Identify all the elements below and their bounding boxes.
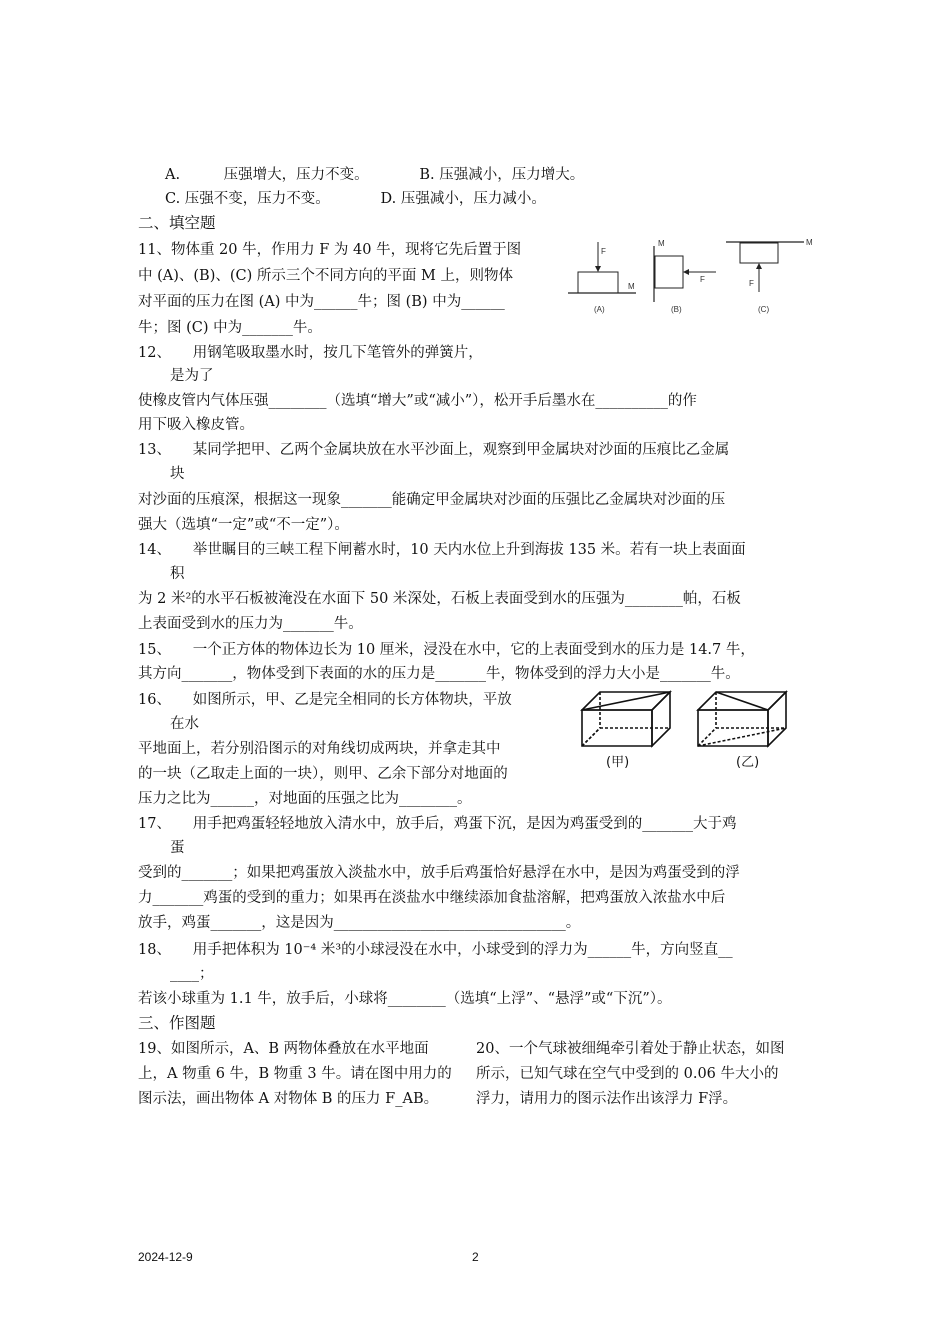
line-q17c: 受到的_______；如果把鸡蛋放入淡盐水中，放手后鸡蛋恰好悬浮在水中，是因为鸡蛋受到的浮 xyxy=(138,865,740,881)
line-q17a: 17、 用手把鸡蛋轻轻地放入清水中，放手后，鸡蛋下沉，是因为鸡蛋受到的_______大于鸡 xyxy=(138,816,737,832)
fig-c-f-label: F xyxy=(749,279,754,288)
line-q16b: 在水 xyxy=(170,716,199,732)
line-q12c: 使橡皮管内气体压强________（选填“增大”或“减小”），松开手后墨水在__________的作 xyxy=(138,393,697,409)
fig-a-caption: (A) xyxy=(594,305,605,314)
line-q17e: 放手，鸡蛋_______，这是因为________________________________。 xyxy=(138,915,581,931)
fig-b-f-label: F xyxy=(700,275,705,284)
line-q13d: 强大（选填“一定”或“不一定”）。 xyxy=(138,517,349,533)
line-q19b: 上，A 物重 6 牛，B 物重 3 牛。请在图中用力的 xyxy=(138,1066,452,1082)
line-q11d: 牛；图 (C) 中为_______牛。 xyxy=(138,320,322,336)
line-q18c: 若该小球重为 1.1 牛，放手后，小球将________（选填“上浮”、“悬浮”或“下沉”）。 xyxy=(138,991,672,1007)
line-q14d: 上表面受到水的压力为_______牛。 xyxy=(138,616,363,632)
fig-jia-caption: (甲) xyxy=(606,755,630,770)
line-q11a: 11、物体重 20 牛，作用力 F 为 40 牛，现将它先后置于图 xyxy=(138,242,522,258)
footer-date: 2024-12-9 xyxy=(138,1250,193,1264)
line-q15b: 其方向_______，物体受到下表面的水的压力是_______牛，物体受到的浮力大小是_______牛。 xyxy=(138,666,740,682)
block-yi xyxy=(698,692,786,746)
line-q17b: 蛋 xyxy=(170,840,185,856)
line-optA: A. 压强增大，压力不变。 B. 压强减小，压力增大。 xyxy=(165,167,585,183)
line-q20c: 浮力，请用力的图示法作出该浮力 F浮。 xyxy=(476,1091,738,1107)
fig-c-m-label: M xyxy=(806,238,813,247)
line-q12b: 是为了 xyxy=(170,368,214,384)
q16-figure xyxy=(576,686,808,772)
line-q16a: 16、 如图所示，甲、乙是完全相同的长方体物块，平放 xyxy=(138,692,512,708)
line-q16e: 压力之比为______，对地面的压强之比为________。 xyxy=(138,791,472,807)
line-q19a: 19、如图所示，A、B 两物体叠放在水平地面 xyxy=(138,1041,429,1057)
line-q11b: 中 (A)、(B)、(C) 所示三个不同方向的平面 M 上，则物体 xyxy=(138,268,513,284)
line-q18a: 18、 用手把体积为 10⁻⁴ 米³的小球浸没在水中，小球受到的浮力为______牛，方向竖直__ xyxy=(138,942,733,958)
fig-a-m-label: M xyxy=(628,282,635,291)
line-q13b: 块 xyxy=(170,466,185,482)
fig-c-caption: (C) xyxy=(758,305,770,314)
fig-b-caption: (B) xyxy=(671,305,682,314)
line-q15a: 15、 一个正方体的物体边长为 10 厘米，浸没在水中，它的上表面受到水的压力是 14.7 牛， xyxy=(138,642,755,658)
line-q17d: 力_______鸡蛋的受到的重力；如果再在淡盐水中继续添加食盐溶解，把鸡蛋放入浓盐水中后 xyxy=(138,890,726,906)
line-q14a: 14、 举世瞩目的三峡工程下闸蓄水时，10 天内水位上升到海拔 135 米。若有一块上表面面 xyxy=(138,542,746,558)
block-jia xyxy=(582,692,670,746)
line-optC: C. 压强不变，压力不变。 D. 压强减小，压力减小。 xyxy=(165,191,546,207)
footer-page-number: 2 xyxy=(472,1250,479,1264)
line-q20b: 所示，已知气球在空气中受到的 0.06 牛大小的 xyxy=(476,1066,779,1082)
line-q20a: 20、一个气球被细绳牵引着处于静止状态，如图 xyxy=(476,1041,785,1057)
line-q13c: 对沙面的压痕深，根据这一现象_______能确定甲金属块对沙面的压强比乙金属块对沙面的压 xyxy=(138,492,726,508)
line-q18b: ____； xyxy=(170,966,214,982)
q11-figure xyxy=(566,236,816,318)
line-q19c: 图示法，画出物体 A 对物体 B 的压力 F_AB。 xyxy=(138,1091,439,1107)
fig-b-m-label: M xyxy=(658,239,665,248)
line-q16c: 平地面上，若分别沿图示的对角线切成两块，并拿走其中 xyxy=(138,741,501,757)
line-q14c: 为 2 米²的水平石板被淹没在水面下 50 米深处，石板上表面受到水的压强为________帕，石板 xyxy=(138,591,741,607)
fig-a-f-label: F xyxy=(601,247,606,256)
line-sec3: 三、作图题 xyxy=(138,1014,216,1032)
line-q16d: 的一块（乙取走上面的一块），则甲、乙余下部分对地面的 xyxy=(138,766,508,782)
line-q14b: 积 xyxy=(170,566,185,582)
line-sec2: 二、填空题 xyxy=(138,214,216,232)
line-q13a: 13、 某同学把甲、乙两个金属块放在水平沙面上，观察到甲金属块对沙面的压痕比乙金属 xyxy=(138,442,730,458)
fig-yi-caption: (乙) xyxy=(736,755,760,770)
line-q11c: 对平面的压力在图 (A) 中为______牛；图 (B) 中为______ xyxy=(138,294,505,310)
line-q12a: 12、 用钢笔吸取墨水时，按几下笔管外的弹簧片， xyxy=(138,345,483,361)
line-q12d: 用下吸入橡皮管。 xyxy=(138,417,254,433)
